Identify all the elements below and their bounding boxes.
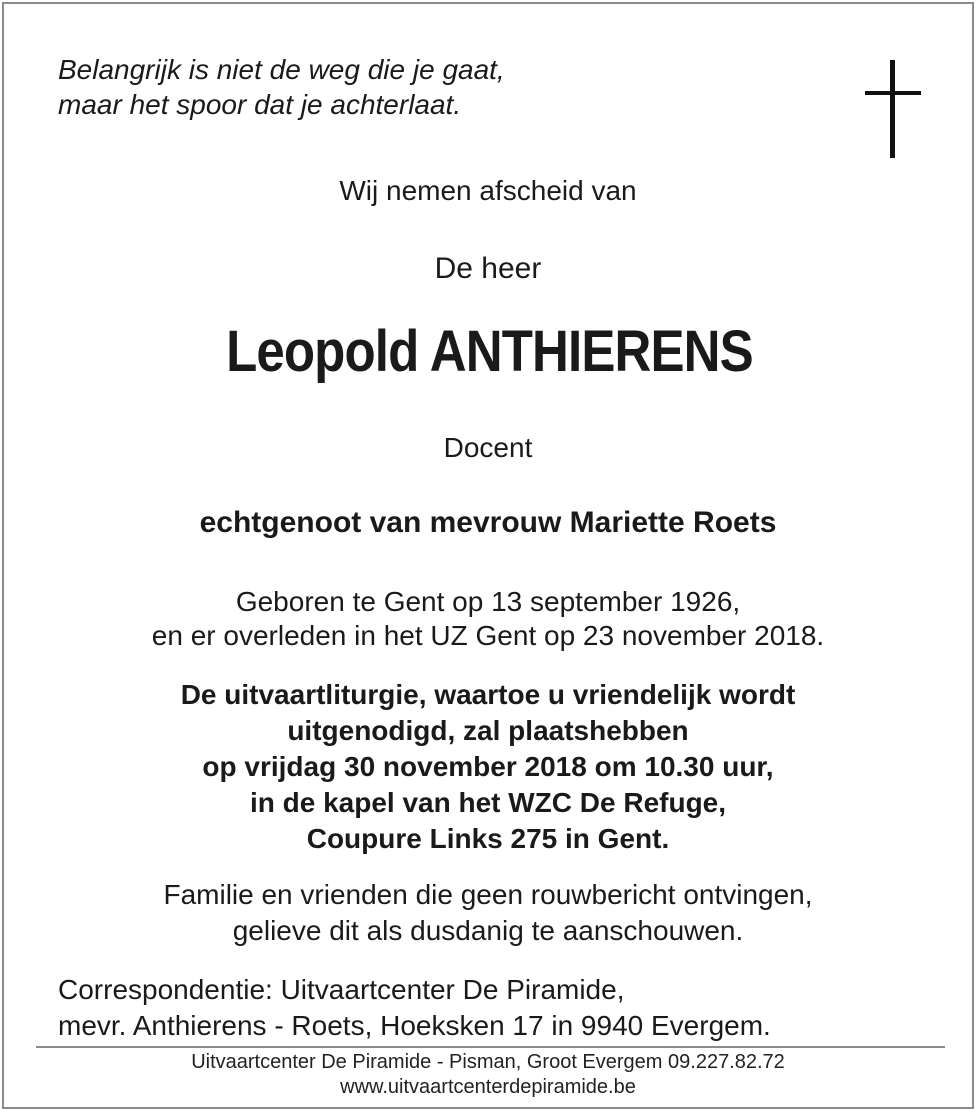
- family-notice: [0, 877, 976, 949]
- footer-website-link[interactable]: www.uitvaartcenterdepiramide.be: [340, 1076, 636, 1098]
- correspondence-line: mevr. Anthierens - Roets, Hoeksken 17 in 9940 Evergem.: [58, 1010, 771, 1041]
- life-dates: [0, 585, 976, 653]
- funeral-line: De uitvaartliturgie, waartoe u vriendelijk wordt: [180, 679, 796, 710]
- intro-text: Wij nemen afscheid van: [339, 175, 637, 206]
- footer-company: Uitvaartcenter De Piramide - Pisman, Groot Evergem 09.227.82.72: [191, 1051, 785, 1073]
- honorific: De heer: [434, 252, 542, 285]
- funeral-line: op vrijdag 30 november 2018 om 10.30 uur,: [202, 751, 774, 782]
- notice-line: Familie en vrienden die geen rouwbericht ontvingen,: [163, 879, 813, 910]
- deceased-name: Leopold ANTHIERENS: [226, 319, 753, 384]
- quote-line: Belangrijk is niet de weg die je gaat,: [58, 54, 505, 85]
- funeral-details: [0, 677, 976, 857]
- correspondence: [58, 972, 771, 1044]
- correspondence-line: Correspondentie: Uitvaartcenter De Piramide,: [58, 974, 625, 1005]
- footer-divider: [36, 1046, 945, 1048]
- notice-line: gelieve dit als dusdanig te aanschouwen.: [232, 915, 744, 946]
- funeral-line: uitgenodigd, zal plaatshebben: [287, 715, 689, 746]
- funeral-line: Coupure Links 275 in Gent.: [306, 823, 670, 854]
- funeral-line: in de kapel van het WZC De Refuge,: [249, 787, 727, 818]
- opening-quote: [58, 52, 505, 122]
- profession: Docent: [443, 432, 533, 463]
- life-line: en er overleden in het UZ Gent op 23 november 2018.: [151, 620, 825, 651]
- spouse-line: echtgenoot van mevrouw Mariette Roets: [199, 506, 777, 539]
- footer: [0, 1050, 976, 1100]
- quote-line: maar het spoor dat je achterlaat.: [58, 89, 462, 120]
- life-line: Geboren te Gent op 13 september 1926,: [235, 586, 741, 617]
- cross-icon: [862, 60, 924, 160]
